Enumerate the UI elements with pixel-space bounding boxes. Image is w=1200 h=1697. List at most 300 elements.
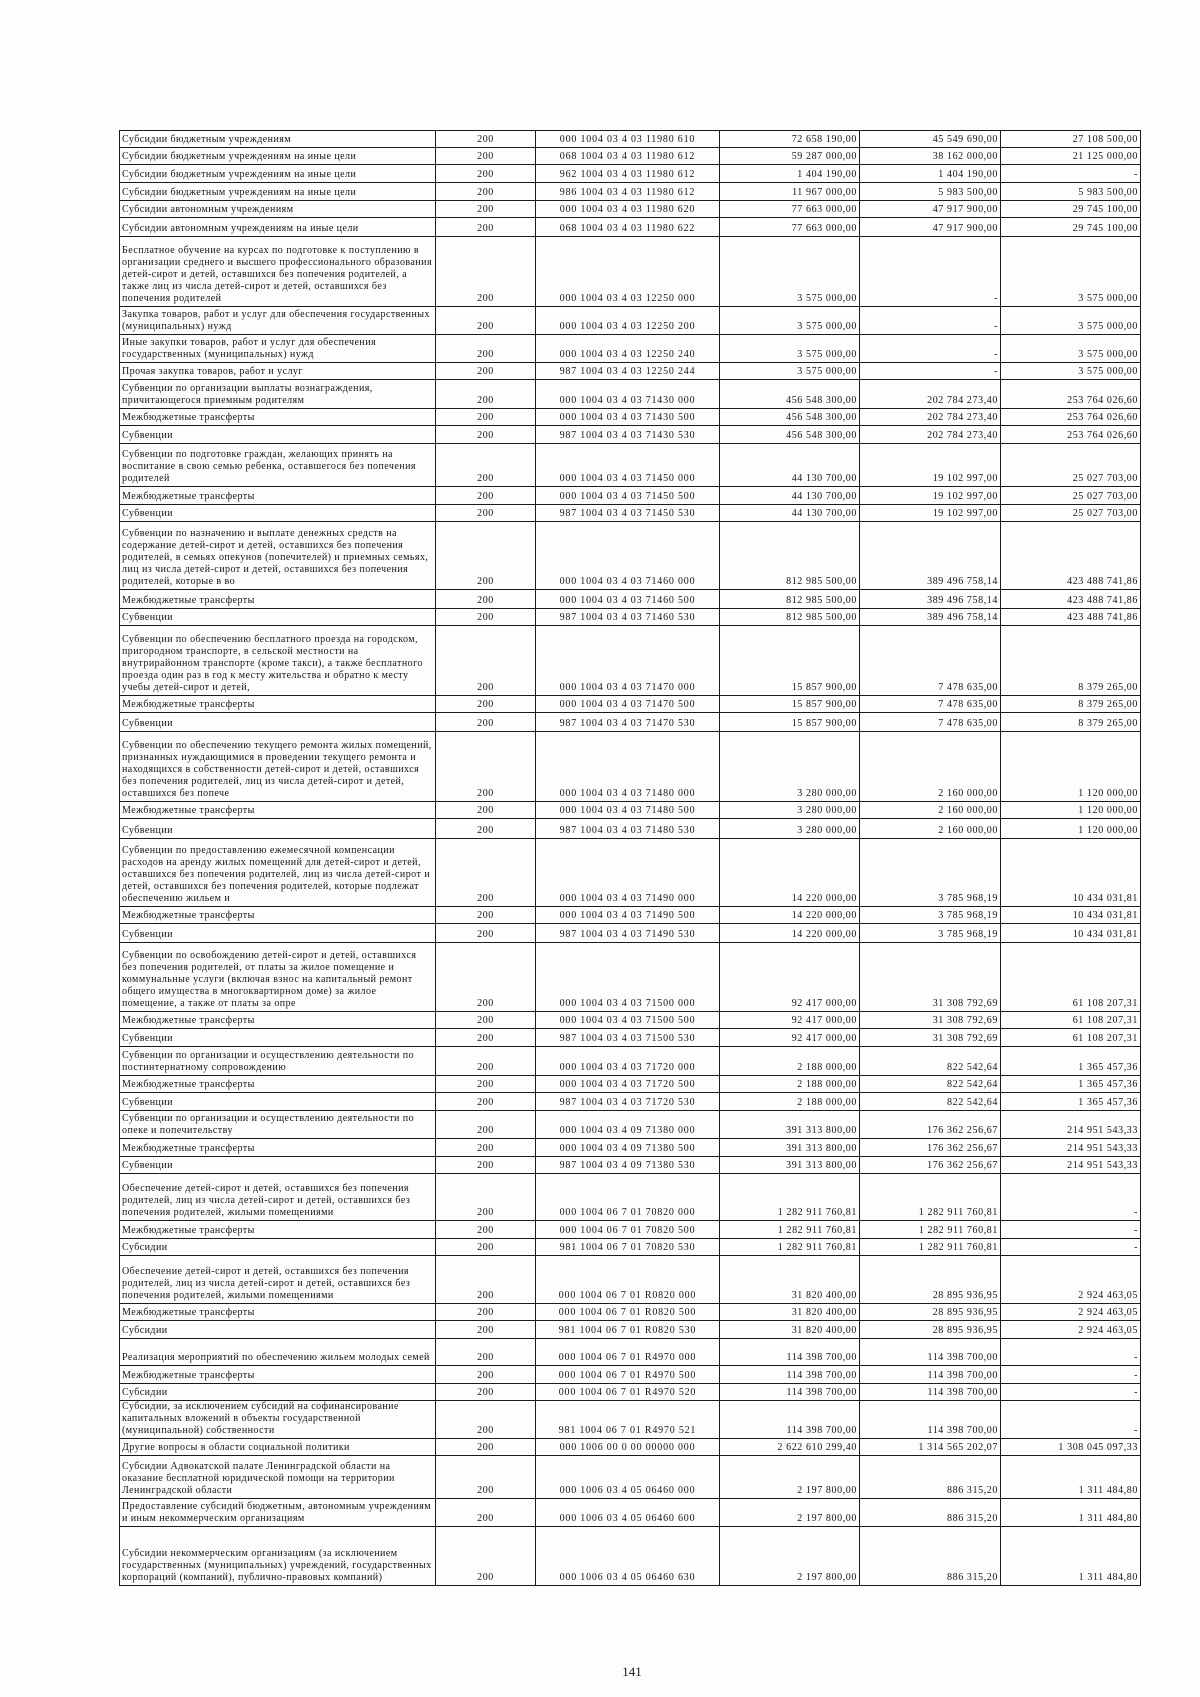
classification-code-cell [536,696,720,713]
approved-amount: 14 220 000,00 [791,893,857,904]
row-name-cell [120,1456,436,1499]
table-row [120,1029,1141,1047]
row-name: Субвенции [122,718,173,729]
executed-amount-cell [860,1047,1001,1076]
executed-amount: 19 102 997,00 [932,508,998,519]
row-name: Межбюджетные трансферты [122,1143,255,1154]
table-row [120,380,1141,409]
approved-amount: 3 575 000,00 [797,349,857,360]
row-name-cell [120,1366,436,1384]
table-row [120,1366,1141,1384]
row-name: Обеспечение детей-сирот и детей, оставшихся без попечения родителей, лиц из числа детей-сирот и детей, оставшихся без попечения родителей, жилыми помещениями [122,1266,411,1301]
table-row [120,307,1141,335]
remaining-amount-cell [1001,1304,1141,1321]
approved-amount-cell [720,1076,860,1093]
remaining-amount-cell [1001,1111,1141,1139]
table-row [120,444,1141,487]
approved-amount-cell [720,307,860,335]
row-name-cell [120,1093,436,1111]
remaining-amount: 1 365 457,36 [1078,1079,1138,1090]
remaining-amount: 423 488 741,86 [1067,595,1138,606]
row-name: Субвенции [122,430,173,441]
remaining-amount: 3 575 000,00 [1078,293,1138,304]
executed-amount-cell [860,1456,1001,1499]
row-name: Субсидии [122,1242,168,1253]
executed-amount-cell [860,1401,1001,1439]
classification-code: 981 1004 06 7 01 R4970 521 [558,1425,697,1436]
table-row [120,335,1141,363]
remaining-amount: - [1134,169,1138,180]
approved-amount-cell [720,1527,860,1586]
line-code-cell [436,1076,536,1093]
line-code-cell [436,732,536,802]
table-row [120,487,1141,505]
line-code-cell [436,1366,536,1384]
classification-code: 987 1004 03 4 03 12250 244 [559,366,696,377]
remaining-amount-cell [1001,380,1141,409]
executed-amount: 31 308 792,69 [932,998,998,1009]
classification-code: 000 1004 03 4 03 71490 500 [559,910,696,921]
classification-code: 987 1004 03 4 03 71500 530 [559,1033,696,1044]
row-name: Межбюджетные трансферты [122,1370,255,1381]
remaining-amount-cell [1001,696,1141,713]
table-row [120,1321,1141,1339]
executed-amount: 19 102 997,00 [932,473,998,484]
approved-amount: 31 820 400,00 [791,1325,857,1336]
executed-amount-cell [860,237,1001,307]
approved-amount: 44 130 700,00 [791,491,857,502]
row-name: Субвенции [122,825,173,836]
approved-amount: 812 985 500,00 [786,612,857,623]
executed-amount-cell [860,505,1001,522]
remaining-amount-cell [1001,1339,1141,1366]
line-code-cell [436,505,536,522]
executed-amount: 1 282 911 760,81 [918,1242,998,1253]
remaining-amount: - [1134,1207,1138,1218]
executed-amount-cell [860,1012,1001,1029]
executed-amount: 114 398 700,00 [927,1387,998,1398]
line-code-cell [436,1012,536,1029]
classification-code: 000 1004 03 4 03 12250 240 [559,349,696,360]
remaining-amount: 1 311 484,80 [1078,1513,1138,1524]
row-name-cell [120,1439,436,1456]
classification-code-cell [536,1401,720,1439]
classification-code: 000 1006 00 0 00 00000 000 [559,1442,696,1453]
line-code-cell [436,839,536,907]
line-code: 200 [477,412,494,423]
row-name: Субсидии Адвокатской палате Ленинградской области на оказание бесплатной юридической помощи на территории Ленинградской области [122,1461,395,1496]
executed-amount-cell [860,1527,1001,1586]
approved-amount: 15 857 900,00 [791,699,857,710]
executed-amount: 2 160 000,00 [938,825,998,836]
remaining-amount-cell [1001,590,1141,609]
approved-amount: 391 313 800,00 [786,1143,857,1154]
approved-amount: 72 658 190,00 [791,134,857,145]
remaining-amount: 3 575 000,00 [1078,366,1138,377]
approved-amount-cell [720,943,860,1012]
approved-amount: 3 575 000,00 [797,293,857,304]
approved-amount: 44 130 700,00 [791,508,857,519]
classification-code-cell [536,426,720,444]
remaining-amount-cell [1001,1221,1141,1239]
table-row [120,1174,1141,1221]
table-row [120,505,1141,522]
classification-code-cell [536,1047,720,1076]
classification-code-cell [536,505,720,522]
classification-code: 000 1004 03 4 03 71430 000 [559,395,696,406]
classification-code-cell [536,1157,720,1174]
line-code: 200 [477,1387,494,1398]
table-row [120,363,1141,380]
table-row [120,1499,1141,1527]
line-code-cell [436,1527,536,1586]
executed-amount: 822 542,64 [947,1062,998,1073]
line-code: 200 [477,1442,494,1453]
table-row [120,1139,1141,1157]
row-name-cell [120,1076,436,1093]
approved-amount: 3 280 000,00 [797,825,857,836]
remaining-amount: 27 108 500,00 [1072,134,1138,145]
line-code: 200 [477,169,494,180]
executed-amount: - [994,349,998,360]
row-name-cell [120,1256,436,1304]
line-code: 200 [477,1242,494,1253]
approved-amount-cell [720,1093,860,1111]
remaining-amount-cell [1001,1239,1141,1256]
classification-code: 000 1004 03 4 03 71450 500 [559,491,696,502]
classification-code-cell [536,626,720,696]
classification-code: 000 1004 03 4 03 71470 500 [559,699,696,710]
table-row [120,1111,1141,1139]
classification-code: 000 1004 06 7 01 R4970 500 [558,1370,697,1381]
approved-amount: 1 404 190,00 [797,169,857,180]
classification-code: 000 1004 06 7 01 R0820 000 [558,1290,697,1301]
remaining-amount-cell [1001,237,1141,307]
remaining-amount: 10 434 031,81 [1072,893,1138,904]
approved-amount: 31 820 400,00 [791,1307,857,1318]
line-code-cell [436,696,536,713]
line-code: 200 [477,187,494,198]
approved-amount-cell [720,1012,860,1029]
remaining-amount: 61 108 207,31 [1072,1033,1138,1044]
line-code: 200 [477,718,494,729]
executed-amount: 45 549 690,00 [932,134,998,145]
remaining-amount: 2 924 463,05 [1078,1307,1138,1318]
line-code: 200 [477,1325,494,1336]
line-code: 200 [477,1307,494,1318]
executed-amount-cell [860,335,1001,363]
executed-amount: 1 282 911 760,81 [918,1207,998,1218]
classification-code-cell [536,1029,720,1047]
approved-amount-cell [720,1221,860,1239]
row-name-cell [120,1111,436,1139]
line-code: 200 [477,1513,494,1524]
classification-code-cell [536,732,720,802]
row-name: Субвенции по организации и осуществлению деятельности по опеке и попечительству [122,1113,415,1136]
executed-amount: 114 398 700,00 [927,1370,998,1381]
executed-amount-cell [860,1174,1001,1221]
line-code-cell [436,380,536,409]
line-code-cell [436,1304,536,1321]
approved-amount-cell [720,590,860,609]
remaining-amount: 423 488 741,86 [1067,612,1138,623]
approved-amount: 15 857 900,00 [791,718,857,729]
table-row [120,1012,1141,1029]
line-code-cell [436,1456,536,1499]
classification-code: 000 1004 03 4 03 71430 500 [559,412,696,423]
executed-amount-cell [860,1439,1001,1456]
classification-code-cell [536,713,720,732]
row-name: Субвенции [122,1097,173,1108]
row-name: Субвенции по организации выплаты вознаграждения, причитающегося приемным родителям [122,383,373,406]
classification-code-cell [536,802,720,819]
table-row [120,713,1141,732]
line-code-cell [436,626,536,696]
row-name-cell [120,609,436,626]
executed-amount-cell [860,1256,1001,1304]
approved-amount: 2 188 000,00 [797,1062,857,1073]
row-name-cell [120,802,436,819]
remaining-amount-cell [1001,1139,1141,1157]
row-name: Субвенции [122,929,173,940]
classification-code: 987 1004 03 4 03 71720 530 [559,1097,696,1108]
executed-amount: 7 478 635,00 [938,718,998,729]
line-code: 200 [477,134,494,145]
row-name-cell [120,1304,436,1321]
remaining-amount-cell [1001,218,1141,237]
approved-amount: 3 280 000,00 [797,805,857,816]
approved-amount-cell [720,1321,860,1339]
classification-code-cell [536,1076,720,1093]
approved-amount: 456 548 300,00 [786,412,857,423]
classification-code-cell [536,522,720,590]
line-code: 200 [477,612,494,623]
row-name: Субсидии автономным учреждениям на иные цели [122,223,359,234]
line-code: 200 [477,366,494,377]
executed-amount: - [994,366,998,377]
executed-amount: 176 362 256,67 [927,1125,998,1136]
approved-amount-cell [720,148,860,165]
classification-code: 000 1004 03 4 03 71720 500 [559,1079,696,1090]
executed-amount-cell [860,183,1001,201]
line-code: 200 [477,1370,494,1381]
line-code: 200 [477,293,494,304]
approved-amount-cell [720,1029,860,1047]
remaining-amount: 10 434 031,81 [1072,910,1138,921]
line-code-cell [436,1339,536,1366]
approved-amount: 15 857 900,00 [791,682,857,693]
remaining-amount: 3 575 000,00 [1078,321,1138,332]
classification-code-cell [536,1093,720,1111]
classification-code-cell [536,1174,720,1221]
line-code: 200 [477,910,494,921]
executed-amount-cell [860,426,1001,444]
executed-amount: 38 162 000,00 [932,151,998,162]
row-name: Предоставление субсидий бюджетным, автономным учреждениям и иным некоммерческим организациям [122,1501,432,1524]
row-name-cell [120,907,436,924]
classification-code: 000 1004 06 7 01 70820 500 [559,1225,696,1236]
row-name: Межбюджетные трансферты [122,1307,255,1318]
classification-code-cell [536,1499,720,1527]
executed-amount: 3 785 968,19 [938,929,998,940]
approved-amount: 114 398 700,00 [786,1370,857,1381]
executed-amount-cell [860,609,1001,626]
approved-amount: 2 622 610 299,40 [777,1442,857,1453]
executed-amount-cell [860,363,1001,380]
executed-amount-cell [860,802,1001,819]
approved-amount: 11 967 000,00 [792,187,857,198]
remaining-amount: 2 924 463,05 [1078,1325,1138,1336]
table-row [120,802,1141,819]
row-name-cell [120,307,436,335]
classification-code-cell [536,237,720,307]
line-code: 200 [477,1015,494,1026]
executed-amount-cell [860,1221,1001,1239]
line-code-cell [436,1439,536,1456]
line-code-cell [436,201,536,218]
table-row [120,609,1141,626]
executed-amount: 3 785 968,19 [938,910,998,921]
row-name-cell [120,732,436,802]
classification-code-cell [536,1221,720,1239]
remaining-amount: 253 764 026,60 [1067,395,1138,406]
approved-amount: 2 197 800,00 [797,1572,857,1583]
line-code: 200 [477,473,494,484]
executed-amount-cell [860,943,1001,1012]
remaining-amount: 214 951 543,33 [1067,1143,1138,1154]
classification-code-cell [536,1321,720,1339]
line-code: 200 [477,1572,494,1583]
row-name-cell [120,590,436,609]
classification-code: 000 1006 03 4 05 06460 630 [559,1572,696,1583]
remaining-amount: 1 311 484,80 [1078,1572,1138,1583]
classification-code: 000 1004 03 4 03 11980 610 [559,134,696,145]
row-name: Субвенции по назначению и выплате денежных средств на содержание детей-сирот и детей, оставшихся без попечения родителей, в семьях опекунов (попечителей) и приемных семьях, лиц из числа детей-сирот и детей, оставшихся без попечения родителей, которые в во [122,528,429,587]
remaining-amount: 25 027 703,00 [1072,491,1138,502]
approved-amount: 2 188 000,00 [797,1097,857,1108]
line-code-cell [436,907,536,924]
executed-amount-cell [860,732,1001,802]
executed-amount: 28 895 936,95 [932,1307,998,1318]
line-code: 200 [477,788,494,799]
row-name: Субвенции [122,508,173,519]
approved-amount: 77 663 000,00 [791,223,857,234]
approved-amount: 1 282 911 760,81 [777,1225,857,1236]
remaining-amount: 1 308 045 097,33 [1058,1442,1138,1453]
approved-amount: 114 398 700,00 [786,1387,857,1398]
classification-code-cell [536,819,720,839]
table-row [120,237,1141,307]
remaining-amount-cell [1001,1527,1141,1586]
row-name-cell [120,1221,436,1239]
remaining-amount: 25 027 703,00 [1072,508,1138,519]
table-row [120,1304,1141,1321]
remaining-amount-cell [1001,444,1141,487]
approved-amount-cell [720,732,860,802]
line-code: 200 [477,1485,494,1496]
executed-amount-cell [860,148,1001,165]
classification-code: 000 1004 03 4 03 12250 200 [559,321,696,332]
table-row [120,218,1141,237]
row-name-cell [120,1384,436,1401]
row-name-cell [120,1239,436,1256]
approved-amount-cell [720,819,860,839]
row-name-cell [120,426,436,444]
approved-amount: 59 287 000,00 [791,151,857,162]
executed-amount-cell [860,819,1001,839]
line-code-cell [436,444,536,487]
row-name: Бесплатное обучение на курсах по подготовке к поступлению в организации среднего и высшего профессионального образования детей-сирот и детей, оставшихся без попечения родителей, а также лиц из числа детей-сирот и детей, оставшихся без попечения родителей [122,245,433,304]
remaining-amount-cell [1001,426,1141,444]
line-code: 200 [477,682,494,693]
line-code: 200 [477,1125,494,1136]
line-code: 200 [477,699,494,710]
line-code-cell [436,713,536,732]
table-row [120,943,1141,1012]
line-code-cell [436,1111,536,1139]
line-code: 200 [477,1033,494,1044]
remaining-amount: 1 365 457,36 [1078,1062,1138,1073]
row-name-cell [120,363,436,380]
table-row [120,1401,1141,1439]
approved-amount-cell [720,1304,860,1321]
remaining-amount: 61 108 207,31 [1072,998,1138,1009]
line-code: 200 [477,1207,494,1218]
approved-amount-cell [720,1256,860,1304]
line-code: 200 [477,805,494,816]
line-code-cell [436,1321,536,1339]
approved-amount-cell [720,1239,860,1256]
row-name: Субсидии бюджетным учреждениям на иные цели [122,187,357,198]
row-name: Реализация мероприятий по обеспечению жильем молодых семей [122,1352,430,1363]
classification-code-cell [536,609,720,626]
executed-amount: 389 496 758,14 [927,595,998,606]
classification-code: 987 1004 03 4 03 71470 530 [559,718,696,729]
row-name: Межбюджетные трансферты [122,805,255,816]
approved-amount: 92 417 000,00 [791,1033,857,1044]
executed-amount: 47 917 900,00 [932,223,998,234]
table-row [120,1076,1141,1093]
table-row [120,165,1141,183]
executed-amount-cell [860,1384,1001,1401]
row-name: Субсидии некоммерческим организациям (за исключением государственных (муниципальных) учреждений, государственных корпораций (компаний), публично-правовых компаний) [122,1548,432,1583]
line-code-cell [436,943,536,1012]
classification-code-cell [536,335,720,363]
executed-amount: 176 362 256,67 [927,1143,998,1154]
remaining-amount: 253 764 026,60 [1067,412,1138,423]
remaining-amount: 1 120 000,00 [1078,825,1138,836]
remaining-amount: - [1134,1242,1138,1253]
line-code: 200 [477,1352,494,1363]
remaining-amount-cell [1001,907,1141,924]
classification-code-cell [536,487,720,505]
executed-amount: 31 308 792,69 [932,1033,998,1044]
line-code: 200 [477,349,494,360]
line-code: 200 [477,151,494,162]
line-code: 200 [477,1062,494,1073]
executed-amount-cell [860,1339,1001,1366]
executed-amount: 3 785 968,19 [938,893,998,904]
executed-amount-cell [860,1157,1001,1174]
remaining-amount-cell [1001,1093,1141,1111]
row-name-cell [120,1157,436,1174]
executed-amount-cell [860,409,1001,426]
remaining-amount: 1 311 484,80 [1078,1485,1138,1496]
row-name-cell [120,1139,436,1157]
remaining-amount-cell [1001,1174,1141,1221]
approved-amount-cell [720,1047,860,1076]
row-name-cell [120,201,436,218]
